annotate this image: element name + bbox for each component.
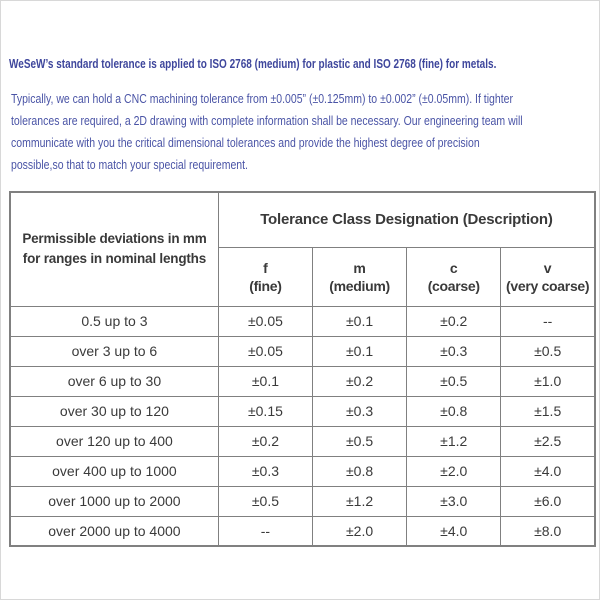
value-cell: ±1.2 bbox=[313, 486, 407, 516]
paragraph-line: possible,so that to match your special requirement. bbox=[11, 158, 248, 172]
intro-heading: WeSeW’s standard tolerance is applied to ISO 2768 (medium) for plastic and ISO 2768 (fine) for metals. bbox=[9, 57, 497, 71]
class-desc: (coarse) bbox=[427, 277, 480, 294]
class-desc: (medium) bbox=[329, 277, 390, 294]
class-code: m bbox=[353, 259, 366, 276]
table-row bbox=[10, 366, 595, 396]
value-cell: -- bbox=[218, 516, 312, 546]
table-row bbox=[10, 516, 595, 546]
row-axis-header-line1: Permissible deviations in mm bbox=[22, 231, 207, 247]
class-header-v bbox=[501, 247, 595, 306]
table-row bbox=[10, 456, 595, 486]
paragraph-line: Typically, we can hold a CNC machining tolerance from ±0.005” (±0.125mm) to ±0.002” (±0.05mm). If tighter bbox=[11, 92, 513, 106]
value-cell: ±0.2 bbox=[407, 306, 501, 336]
range-cell: over 1000 up to 2000 bbox=[10, 486, 218, 516]
value-cell: ±2.0 bbox=[407, 456, 501, 486]
value-cell: ±0.1 bbox=[313, 336, 407, 366]
value-cell: ±0.3 bbox=[407, 336, 501, 366]
class-header-c bbox=[407, 247, 501, 306]
range-cell: over 120 up to 400 bbox=[10, 426, 218, 456]
value-cell: ±0.3 bbox=[313, 396, 407, 426]
value-cell: ±8.0 bbox=[501, 516, 595, 546]
table-row bbox=[10, 336, 595, 366]
paragraph-line: tolerances are required, a 2D drawing with complete information shall be necessary. Our engineering team will bbox=[11, 114, 523, 128]
group-header: Tolerance Class Designation (Description) bbox=[218, 192, 595, 247]
table-row bbox=[10, 486, 595, 516]
value-cell: ±0.3 bbox=[218, 456, 312, 486]
paragraph-line: communicate with you the critical dimensional tolerances and provide the highest degree of precision bbox=[11, 136, 480, 150]
class-desc: (very coarse) bbox=[506, 277, 590, 294]
value-cell: ±0.1 bbox=[218, 366, 312, 396]
value-cell: ±2.5 bbox=[501, 426, 595, 456]
value-cell: -- bbox=[501, 306, 595, 336]
value-cell: ±0.1 bbox=[313, 306, 407, 336]
row-axis-header-line2: for ranges in nominal lengths bbox=[22, 251, 207, 267]
class-code: f bbox=[263, 259, 268, 276]
value-cell: ±0.5 bbox=[313, 426, 407, 456]
table-row bbox=[10, 306, 595, 336]
class-code: v bbox=[543, 259, 552, 276]
range-cell: over 6 up to 30 bbox=[10, 366, 218, 396]
value-cell: ±0.05 bbox=[218, 306, 312, 336]
value-cell: ±0.2 bbox=[313, 366, 407, 396]
value-cell: ±1.2 bbox=[407, 426, 501, 456]
value-cell: ±1.0 bbox=[501, 366, 595, 396]
table-row bbox=[10, 396, 595, 426]
value-cell: ±1.5 bbox=[501, 396, 595, 426]
value-cell: ±0.05 bbox=[218, 336, 312, 366]
value-cell: ±2.0 bbox=[313, 516, 407, 546]
value-cell: ±0.8 bbox=[407, 396, 501, 426]
row-axis-header bbox=[10, 192, 218, 306]
class-code: c bbox=[449, 259, 458, 276]
intro-paragraph bbox=[11, 88, 599, 176]
table-row bbox=[10, 426, 595, 456]
value-cell: ±6.0 bbox=[501, 486, 595, 516]
value-cell: ±0.8 bbox=[313, 456, 407, 486]
value-cell: ±4.0 bbox=[407, 516, 501, 546]
value-cell: ±4.0 bbox=[501, 456, 595, 486]
value-cell: ±0.5 bbox=[501, 336, 595, 366]
range-cell: over 30 up to 120 bbox=[10, 396, 218, 426]
value-cell: ±0.5 bbox=[407, 366, 501, 396]
class-header-f bbox=[218, 247, 312, 306]
class-desc: (fine) bbox=[249, 277, 282, 294]
value-cell: ±3.0 bbox=[407, 486, 501, 516]
class-header-m bbox=[313, 247, 407, 306]
document-page bbox=[1, 1, 599, 599]
value-cell: ±0.2 bbox=[218, 426, 312, 456]
range-cell: over 3 up to 6 bbox=[10, 336, 218, 366]
range-cell: over 400 up to 1000 bbox=[10, 456, 218, 486]
value-cell: ±0.5 bbox=[218, 486, 312, 516]
range-cell: 0.5 up to 3 bbox=[10, 306, 218, 336]
tolerance-table bbox=[9, 191, 596, 547]
group-header-row bbox=[10, 192, 595, 247]
value-cell: ±0.15 bbox=[218, 396, 312, 426]
range-cell: over 2000 up to 4000 bbox=[10, 516, 218, 546]
